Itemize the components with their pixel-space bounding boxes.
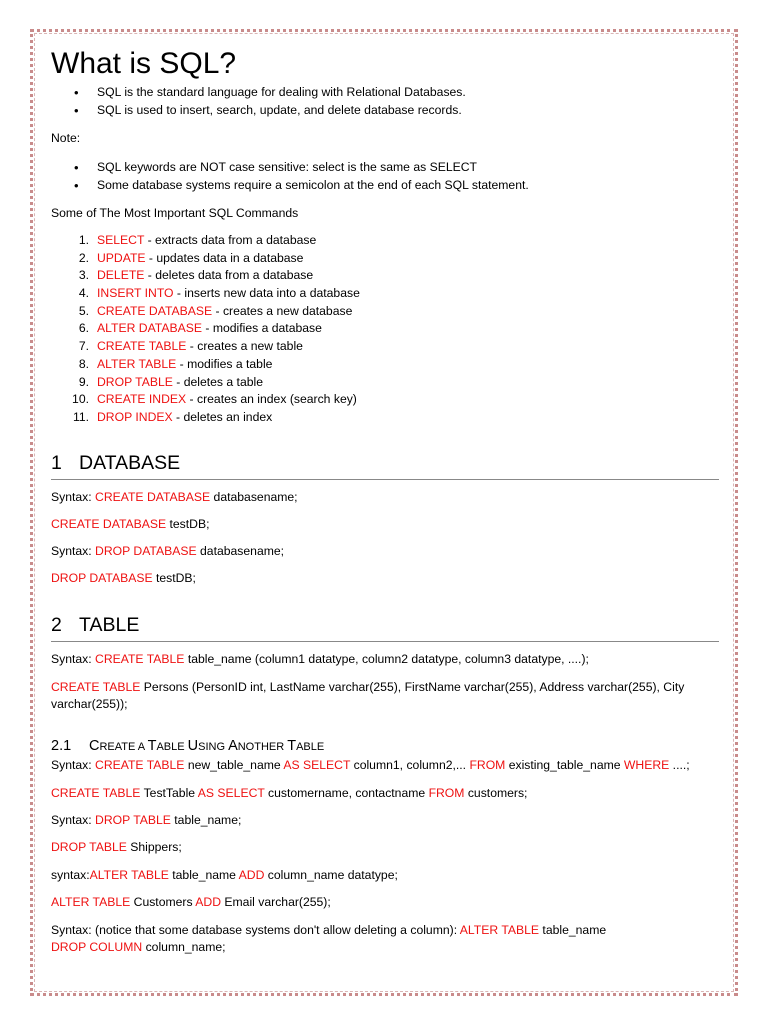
sql-keyword: DROP DATABASE	[51, 571, 153, 585]
sql-keyword: DROP TABLE	[97, 374, 173, 389]
sql-keyword: INSERT INTO	[97, 286, 174, 301]
list-item: 11. DROP INDEX - deletes an index	[72, 409, 273, 424]
plain-text: table_name	[539, 923, 607, 937]
plain-text: new_table_name	[184, 758, 284, 772]
sql-keyword: ALTER TABLE	[97, 356, 177, 371]
plain-text: column_name datatype;	[264, 868, 398, 882]
plain-text: Email varchar(255);	[221, 895, 331, 909]
heading-text: T	[287, 738, 297, 754]
section-heading-database: 1 DATABASE	[51, 451, 719, 480]
text-line	[51, 785, 527, 803]
heading-text: U	[187, 738, 199, 754]
text-line	[51, 757, 690, 775]
list-item: • SQL is the standard language for dealing with Relational Databases.	[51, 84, 466, 102]
sql-keyword: CREATE TABLE	[95, 758, 185, 772]
sql-keyword: DROP TABLE	[51, 840, 127, 854]
text-line	[51, 939, 226, 957]
subsection-heading-create-table-from-another: 2.1 CREATE A TABLE USING ANOTHER TABLE	[51, 738, 325, 754]
sql-keyword: FROM	[428, 786, 465, 800]
text-line	[51, 489, 298, 507]
sql-keyword: CREATE DATABASE	[95, 490, 211, 504]
sql-keyword: DROP COLUMN	[51, 940, 143, 954]
page-title: What is SQL?	[51, 47, 237, 80]
list-item: 5. CREATE DATABASE - creates a new database	[78, 303, 353, 318]
text-line	[51, 812, 241, 830]
text-line	[51, 543, 284, 561]
plain-text: table_name	[168, 868, 239, 882]
heading-text: ABLE	[296, 741, 325, 753]
sql-keyword: ADD	[195, 895, 222, 909]
plain-text: Syntax:	[51, 813, 96, 827]
list-item: 10. CREATE INDEX - creates an index (search key)	[72, 392, 357, 407]
plain-text: databasename;	[196, 544, 285, 558]
sql-keyword: CREATE TABLE	[51, 786, 141, 800]
plain-text: table_name;	[170, 813, 242, 827]
plain-text: Shippers;	[126, 840, 182, 854]
heading-text: T	[147, 738, 157, 754]
sql-keyword: FROM	[469, 758, 506, 772]
intro-bullet-list	[51, 84, 466, 120]
sql-keyword: DROP INDEX	[97, 409, 173, 424]
commands-heading: Some of The Most Important SQL Commands	[51, 206, 299, 220]
text-line	[51, 922, 606, 940]
text-line	[51, 651, 589, 669]
text-line	[51, 839, 182, 857]
list-item: 4. INSERT INTO - inserts new data into a database	[78, 286, 360, 301]
list-item: • SQL is used to insert, search, update, and delete database records.	[51, 102, 466, 120]
section-heading-table: 2 TABLE	[51, 613, 719, 642]
sql-keyword: CREATE DATABASE	[97, 303, 213, 318]
heading-text: A	[228, 738, 238, 754]
heading-text: C	[89, 738, 100, 754]
list-item: 6. ALTER DATABASE - modifies a database	[78, 321, 322, 336]
list-item: 7. CREATE TABLE - creates a new table	[78, 339, 303, 354]
sql-keyword: ADD	[238, 868, 265, 882]
sql-keyword: CREATE TABLE	[97, 339, 187, 354]
sql-keyword: CREATE TABLE	[95, 652, 185, 666]
plain-text: Persons (PersonID int, LastName varchar(255), FirstName varchar(255), Address varchar(255), City	[140, 680, 685, 694]
note-label: Note:	[51, 131, 81, 145]
plain-text: Syntax:	[51, 652, 96, 666]
sql-keyword: ALTER TABLE	[51, 895, 131, 909]
commands-list	[51, 232, 360, 427]
sql-keyword: CREATE TABLE	[51, 680, 141, 694]
sql-keyword: DROP DATABASE	[95, 544, 197, 558]
plain-text: customers;	[464, 786, 528, 800]
plain-text: existing_table_name	[505, 758, 624, 772]
text-line	[51, 867, 398, 885]
sql-keyword: DROP TABLE	[95, 813, 171, 827]
heading-text: NOTHER	[237, 741, 288, 753]
note-bullet-list	[51, 159, 529, 195]
sql-keyword: WHERE	[623, 758, 670, 772]
plain-text: column1, column2,...	[350, 758, 470, 772]
sql-keyword: UPDATE	[97, 250, 146, 265]
sql-keyword: ALTER TABLE	[459, 923, 540, 937]
heading-text: REATE A	[99, 741, 148, 753]
plain-text: varchar(255));	[51, 697, 128, 711]
plain-text: Syntax:	[51, 758, 96, 772]
plain-text: testDB;	[166, 517, 210, 531]
list-item: 3. DELETE - deletes data from a database	[78, 268, 314, 283]
plain-text: syntax:	[51, 868, 90, 882]
list-item: • SQL keywords are NOT case sensitive: select is the same as SELECT	[51, 159, 529, 177]
sql-keyword: SELECT	[97, 233, 145, 247]
sql-keyword: ALTER TABLE	[89, 868, 169, 882]
text-line	[51, 696, 128, 714]
list-item: 8. ALTER TABLE - modifies a table	[78, 356, 273, 371]
sql-keyword: ALTER DATABASE	[97, 321, 202, 336]
plain-text: table_name (column1 datatype, column2 datatype, column3 datatype, ....);	[184, 652, 589, 666]
plain-text: Customers	[130, 895, 196, 909]
plain-text: customername, contactname	[264, 786, 429, 800]
plain-text: testDB;	[152, 571, 196, 585]
plain-text: Syntax:	[51, 490, 96, 504]
list-item: 2. UPDATE - updates data in a database	[78, 250, 304, 265]
list-item: 1. SELECT - extracts data from a database	[78, 233, 317, 247]
plain-text: ....;	[669, 758, 690, 772]
text-line	[51, 516, 209, 534]
heading-text: ABLE	[156, 741, 188, 753]
sql-keyword: DELETE	[97, 268, 145, 283]
heading-text: SING	[198, 741, 229, 753]
sql-keyword: CREATE INDEX	[97, 392, 187, 407]
plain-text: Syntax: (notice that some database systems don't allow deleting a column):	[51, 923, 460, 937]
text-line	[51, 679, 684, 697]
sql-keyword: AS SELECT	[283, 758, 351, 772]
sql-keyword: AS SELECT	[197, 786, 265, 800]
plain-text: databasename;	[210, 490, 298, 504]
list-item: 9. DROP TABLE - deletes a table	[78, 374, 263, 389]
sql-keyword: CREATE DATABASE	[51, 517, 167, 531]
plain-text: TestTable	[140, 786, 198, 800]
text-line	[51, 570, 196, 588]
plain-text: Syntax:	[51, 544, 96, 558]
plain-text: column_name;	[142, 940, 226, 954]
text-line	[51, 894, 331, 912]
list-item: • Some database systems require a semicolon at the end of each SQL statement.	[51, 177, 529, 195]
